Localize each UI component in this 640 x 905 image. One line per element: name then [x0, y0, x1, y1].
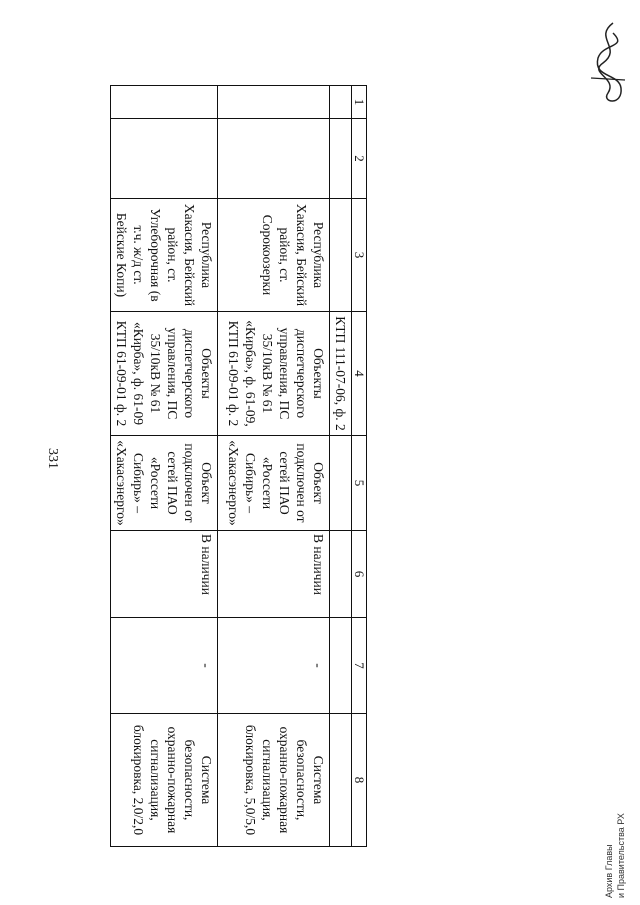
data-table	[110, 85, 367, 847]
cell-col8: Система безопасности, охранно-пожарная сигнализация, блокировка, 5,0/5,0	[218, 714, 330, 847]
stamp-line-2: и Правительства РХ	[616, 813, 626, 898]
cont-cell-5	[330, 436, 352, 531]
cell-col7: -	[218, 618, 330, 714]
cell-col1	[218, 86, 330, 119]
col-header-2: 2	[352, 119, 367, 199]
cell-col4: Объекты диспетчерского управления, ПС 35/10кВ № 61 «Кирба», ф. 61-09 КТП 61-09-01 ф. 2	[111, 312, 218, 436]
cell-col7: -	[111, 618, 218, 714]
cont-cell-2	[330, 119, 352, 199]
table-row	[111, 86, 218, 847]
cell-col1	[111, 86, 218, 119]
col-header-6: 6	[352, 531, 367, 618]
cell-col2	[111, 119, 218, 199]
col-header-8: 8	[352, 714, 367, 847]
col-header-3: 3	[352, 199, 367, 312]
col-header-4: 4	[352, 312, 367, 436]
cell-col3: Республика Хакасия, Бейский район, ст. Углеборочная (в т.ч. ж/д ст. Бейские Копи)	[111, 199, 218, 312]
cell-col2	[218, 119, 330, 199]
table-row	[218, 86, 330, 847]
archive-stamp	[600, 800, 640, 900]
cell-col3: Республика Хакасия, Бейский район, ст. Сорокоозерки	[218, 199, 330, 312]
cont-cell-1	[330, 86, 352, 119]
header-row	[352, 86, 367, 847]
cell-col4: Объекты диспетчерского управления, ПС 35/10кВ № 61 «Кирба», ф. 61-09, КТП 61-09-01 ф. 2	[218, 312, 330, 436]
handwritten-signature	[583, 18, 631, 113]
cell-col5: Объект подключен от сетей ПАО «Россети Сибирь» – «Хакасэнерго»	[218, 436, 330, 531]
cont-cell-8	[330, 714, 352, 847]
continuation-row	[330, 86, 352, 847]
data-table-rotated	[112, 85, 367, 846]
cont-cell-3	[330, 199, 352, 312]
cont-cell-7	[330, 618, 352, 714]
cont-cell-6	[330, 531, 352, 618]
cell-col8: Система безопасности, охранно-пожарная сигнализация, блокировка, 2,0/2,0	[111, 714, 218, 847]
cell-col6: В наличии	[111, 531, 218, 618]
cont-cell-4: КТП 111-07-06, ф. 2	[330, 312, 352, 436]
cell-col6: В наличии	[218, 531, 330, 618]
col-header-5: 5	[352, 436, 367, 531]
col-header-1: 1	[352, 86, 367, 119]
stamp-line-1: Архив Главы	[604, 844, 614, 898]
col-header-7: 7	[352, 618, 367, 714]
cell-col5: Объект подключен от сетей ПАО «Россети Сибирь» – «Хакасэнерго»	[111, 436, 218, 531]
page-number: 331	[45, 448, 60, 469]
